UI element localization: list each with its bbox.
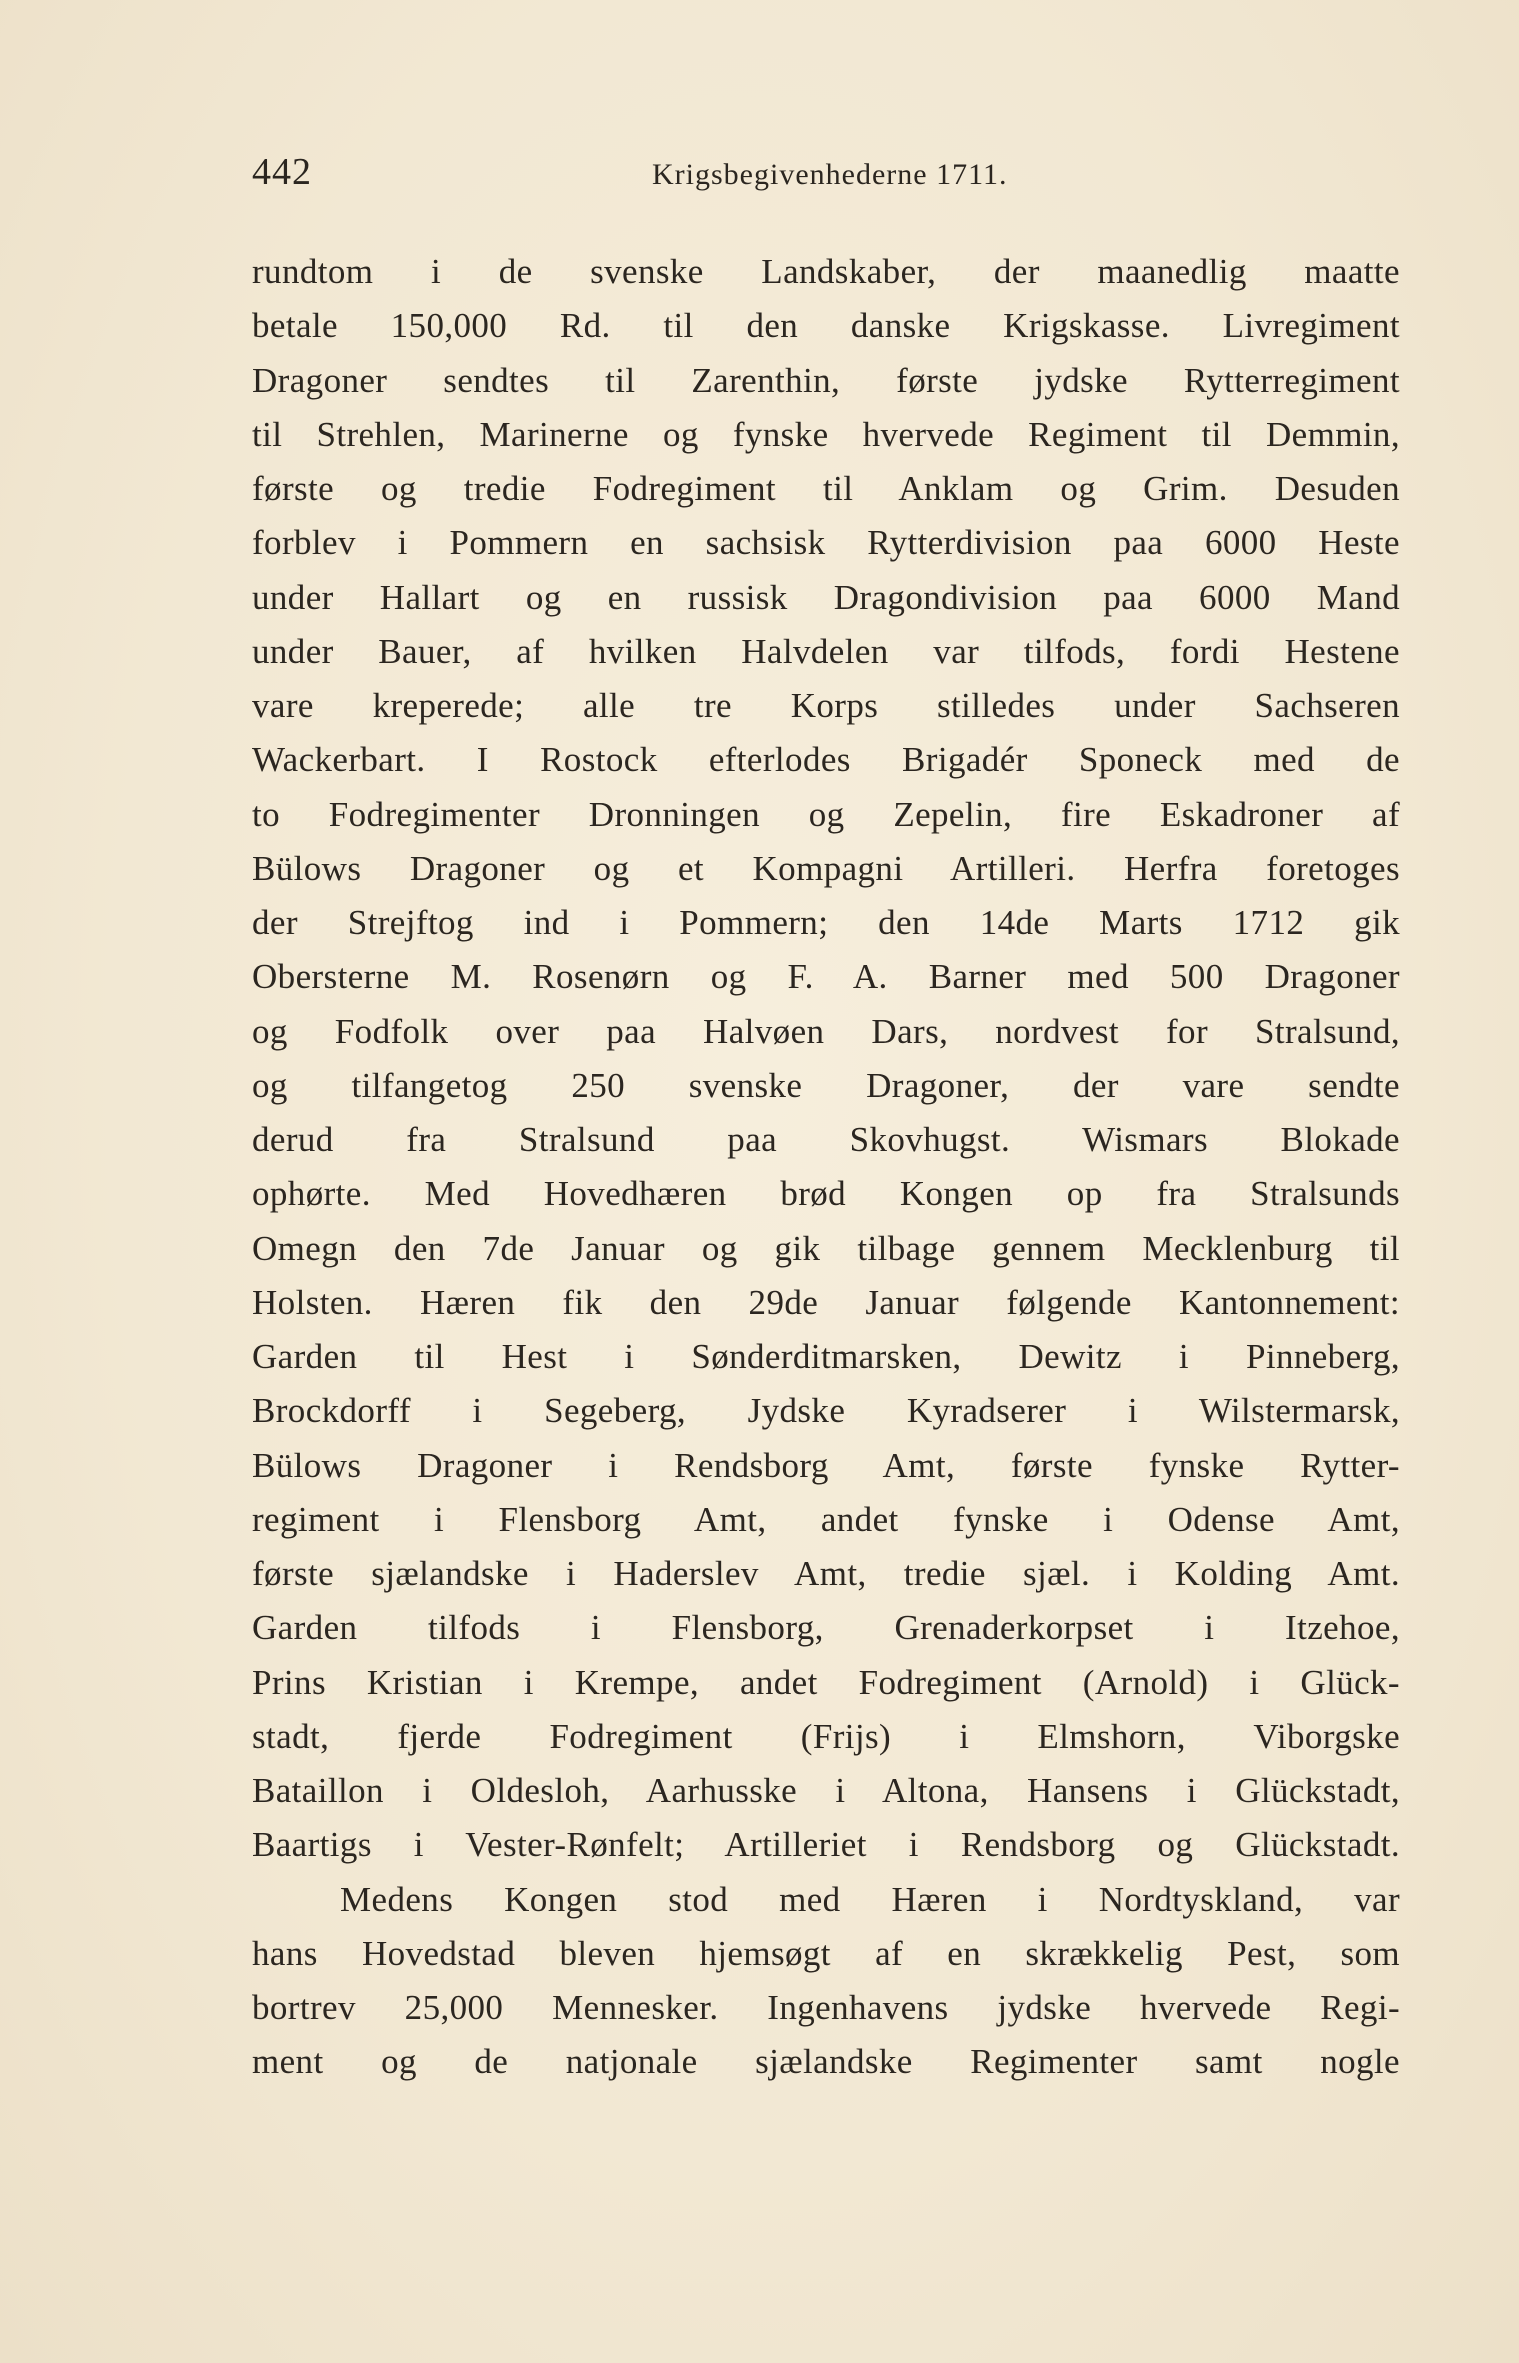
text-line: derud fra Stralsund paa Skovhugst. Wismars Blokade bbox=[252, 1120, 1400, 1159]
text-line: betale 150,000 Rd. til den danske Krigskasse. Livregiment bbox=[252, 306, 1400, 346]
text-line: forblev i Pommern en sachsisk Rytterdivision paa 6000 Heste bbox=[252, 523, 1400, 563]
body-text bbox=[252, 245, 1400, 2090]
text-line: til Strehlen, Marinerne og fynske hvervede Regiment til Demmin, bbox=[252, 414, 1400, 454]
text-line: Baartigs i Vester-Rønfelt; Artilleriet i Rendsborg og Glückstadt. bbox=[252, 1825, 1400, 1865]
text-line: Garden tilfods i Flensborg, Grenaderkorpset i Itzehoe, bbox=[252, 1608, 1400, 1648]
page-header bbox=[252, 148, 1412, 208]
text-line: bortrev 25,000 Mennesker. Ingenhavens jydske hvervede Regi- bbox=[252, 1988, 1400, 2027]
paragraph-start-line: Medens Kongen stod med Hæren i Nordtyskland, var bbox=[340, 1879, 1400, 1919]
text-line: første sjælandske i Haderslev Amt, tredie sjæl. i Kolding Amt. bbox=[252, 1554, 1400, 1593]
text-line: stadt, fjerde Fodregiment (Frijs) i Elmshorn, Viborgske bbox=[252, 1716, 1400, 1756]
text-line: Wackerbart. I Rostock efterlodes Brigadér Sponeck med de bbox=[252, 740, 1400, 780]
text-line: Garden til Hest i Sønderditmarsken, Dewitz i Pinneberg, bbox=[252, 1337, 1400, 1376]
text-line: under Hallart og en russisk Dragondivision paa 6000 Mand bbox=[252, 577, 1400, 617]
text-line: ment og de natjonale sjælandske Regimenter samt nogle bbox=[252, 2042, 1400, 2082]
text-line: hans Hovedstad bleven hjemsøgt af en skrækkelig Pest, som bbox=[252, 1933, 1400, 1973]
text-line: regiment i Flensborg Amt, andet fynske i Odense Amt, bbox=[252, 1499, 1400, 1539]
text-line: første og tredie Fodregiment til Anklam og Grim. Desuden bbox=[252, 469, 1400, 508]
text-line: rundtom i de svenske Landskaber, der maanedlig maatte bbox=[252, 252, 1400, 291]
text-line: Bülows Dragoner og et Kompagni Artilleri. Herfra foretoges bbox=[252, 848, 1400, 888]
text-line: Holsten. Hæren fik den 29de Januar følgende Kantonnement: bbox=[252, 1282, 1400, 1322]
text-line: to Fodregimenter Dronningen og Zepelin, fire Eskadroner af bbox=[252, 794, 1400, 834]
text-line: under Bauer, af hvilken Halvdelen var tilfods, fordi Hestene bbox=[252, 631, 1400, 671]
text-line: Prins Kristian i Krempe, andet Fodregiment (Arnold) i Glück- bbox=[252, 1662, 1400, 1702]
text-line: Obersterne M. Rosenørn og F. A. Barner med 500 Dragoner bbox=[252, 957, 1400, 997]
text-line: der Strejftog ind i Pommern; den 14de Marts 1712 gik bbox=[252, 903, 1400, 942]
text-line: og tilfangetog 250 svenske Dragoner, der vare sendte bbox=[252, 1065, 1400, 1105]
text-line: ophørte. Med Hovedhæren brød Kongen op fra Stralsunds bbox=[252, 1174, 1400, 1214]
text-line: Brockdorff i Segeberg, Jydske Kyradserer i Wilstermarsk, bbox=[252, 1391, 1400, 1431]
running-title: Krigsbegivenhederne 1711. bbox=[652, 158, 1008, 191]
text-line: Omegn den 7de Januar og gik tilbage gennem Mecklenburg til bbox=[252, 1228, 1400, 1268]
text-line: Bülows Dragoner i Rendsborg Amt, første fynske Rytter- bbox=[252, 1445, 1400, 1485]
text-line: og Fodfolk over paa Halvøen Dars, nordvest for Stralsund, bbox=[252, 1011, 1400, 1051]
text-line: vare kreperede; alle tre Korps stilledes under Sachseren bbox=[252, 686, 1400, 725]
text-line: Dragoner sendtes til Zarenthin, første jydske Rytterregiment bbox=[252, 360, 1400, 400]
page-number: 442 bbox=[252, 151, 312, 193]
text-line: Bataillon i Oldesloh, Aarhusske i Altona, Hansens i Glückstadt, bbox=[252, 1771, 1400, 1810]
